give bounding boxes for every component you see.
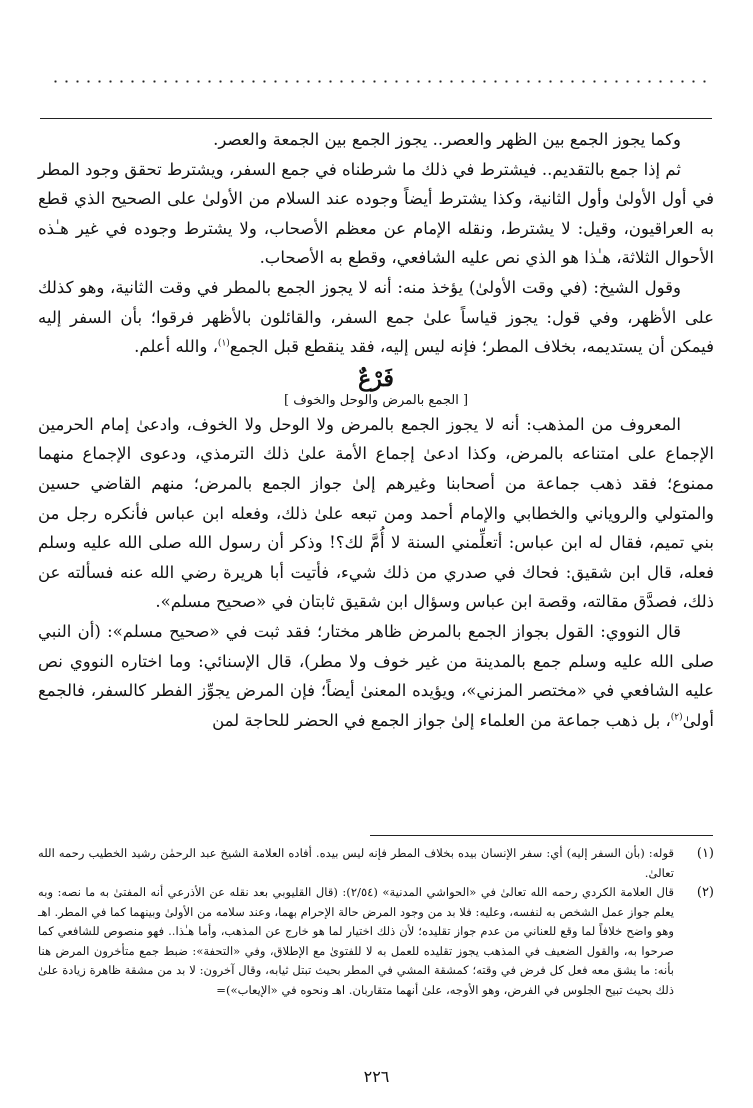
footnotes — [38, 844, 714, 1000]
footnote-1-number: (١) — [696, 846, 714, 861]
footnote-2 — [38, 883, 714, 1000]
page-number: ٢٢٦ — [363, 1067, 390, 1086]
header-rule — [40, 118, 712, 119]
section-heading — [38, 366, 714, 410]
heading-subtitle: [ الجمع بالمرض والوحل والخوف ] — [283, 392, 469, 408]
paragraph-5-end: ، بل ذهب جماعة من العلماء إلىٰ جواز الجمع في الحضر للحاجة لمن — [212, 710, 671, 730]
footnote-1 — [38, 844, 714, 883]
dotted-header-line — [50, 80, 710, 83]
footnote-ref-2: (٢) — [670, 712, 683, 723]
paragraph-2: ثم إذا جمع بالتقديم.. فيشترط في ذلك ما شرطناه في جمع السفر، ويشترط تحقق وجود المطر في أول الأولىٰ وأول الثانية، وكذا يشترط أيضاً وجوده عند السلام من الأولىٰ على الصحيح الذي قطع به العراقيون، وقيل: لا يشترط، ونقله الإمام عن معظم الأصحاب، ولا يشترط وجوده في غير هـٰذه الأحوال الثلاثة، هـٰذا هو الذي نص عليه الشافعي، وقطع به الأصحاب. — [38, 159, 714, 268]
paragraph-1: وكما يجوز الجمع بين الظهر والعصر.. يجوز الجمع بين الجمعة والعصر. — [213, 130, 681, 149]
footnote-2-text: قال العلامة الكردي رحمه الله تعالىٰ في «الحواشي المدنية» (٢/٥٤): (قال القليوبي بعد نقله عن الأذرعي أنه المفتىٰ به ما نصه: وبه يعلم جواز عمل الشخص به لنفسه، وعليه: فلا بد من وجود المرض حالة الإحرام بهما، وعند سلامه من الأولىٰ وبينهما كما في المطر. اهـ وهو واضح خلافاً لما وقع للعناني من عدم جواز تقليده؛ لأن ذلك اختيار لما هو خارج عن المذهب، وأما هـٰذا.. فهو منصوص للشافعي كما صرحوا به، والقول الضعيف في المذهب يجوز تقليده للعمل به لا للفتوىٰ مع الإطلاق، وفي «التحفة»: ضبط جمع متأخرون المرض هنا بأنه: ما يشق معه فعل كل فرض في وقته؛ كمشقة المشي في المطر بحيث تبتل ثيابه، وقال آخرون: لا بد من مشقة ظاهرة زيادة علىٰ ذلك بحيث تبيح الجلوس في الفرض، وهو الأوجه، علىٰ أنهما متقاربان. اهـ ونحوه في «الإيعاب»)= — [38, 885, 674, 997]
paragraph-5-text: قال النووي: القول بجواز الجمع بالمرض ظاهر مختار؛ فقد ثبت في «صحيح مسلم»: (أن النبي صلى الله عليه وسلم جمع بالمدينة من غير خوف ولا مطر)، قال الإسنائي: وما اختاره النووي نص عليه الشافعي في «مختصر المزني»، ويؤيده المعنىٰ أيضاً؛ فإن المرض يجوِّز الفطر كالسفر، فالجمع أولىٰ — [38, 621, 714, 730]
paragraph-4: المعروف من المذهب: أنه لا يجوز الجمع بالمرض ولا الوحل ولا الخوف، وادعىٰ إمام الحرمين الإجماع على امتناعه بالمرض، وكذا ادعىٰ إجماع الأمة علىٰ ذلك الترمذي، ودعوى الإجماع منهما ممنوع؛ فقد ذهب جماعة من أصحابنا وغيرهم إلىٰ جواز الجمع بالمرض؛ منهم القاضي حسين والمتولي والروياني والخطابي والإمام أحمد ومن تبعه علىٰ ذلك، وفعله ابن عباس فأنكره رجل من بني تميم، فقال له ابن عباس: أتعلِّمني السنة لا أُمَّ لك؟! وذكر أن رسول الله صلى الله عليه وسلم فعله، قال ابن شقيق: فحاك في صدري من ذلك شيء، فأتيت أبا هريرة رضي الله عنه فسألته عن ذلك، فصدَّق مقالته، وقصة ابن عباس وسؤال ابن شقيق ثابتان في «صحيح مسلم». — [38, 414, 714, 612]
paragraph-3 — [38, 273, 714, 362]
main-text — [38, 125, 714, 735]
footnote-ref-1: (١) — [217, 338, 230, 349]
footnote-1-text: قوله: (بأن السفر إليه) أي: سفر الإنسان بيده بخلاف المطر فإنه ليس بيده. أفاده العلامة الشيخ عبد الرحمٰن رشيد الخطيب رحمه الله تعالىٰ. — [38, 846, 674, 880]
paragraph-5 — [38, 617, 714, 735]
paragraph-3-text: وقول الشيخ: (في وقت الأولىٰ) يؤخذ منه: أنه لا يجوز الجمع بالمطر في وقت الثانية، وهو كذلك على الأظهر، وفي قول: يجوز قياساً علىٰ جمع السفر، والقائلون بالأظهر فرقوا؛ بأن السفر إليه فيمكن أن يستديمه، بخلاف المطر؛ فإنه ليس إليه، فقد ينقطع قبل الجمع — [38, 277, 714, 357]
footnote-rule — [370, 835, 713, 836]
paragraph-3-end: ، والله أعلم. — [134, 337, 218, 357]
footnote-2-number: (٢) — [696, 885, 714, 900]
heading-word: فَرْعٌ — [358, 365, 394, 392]
